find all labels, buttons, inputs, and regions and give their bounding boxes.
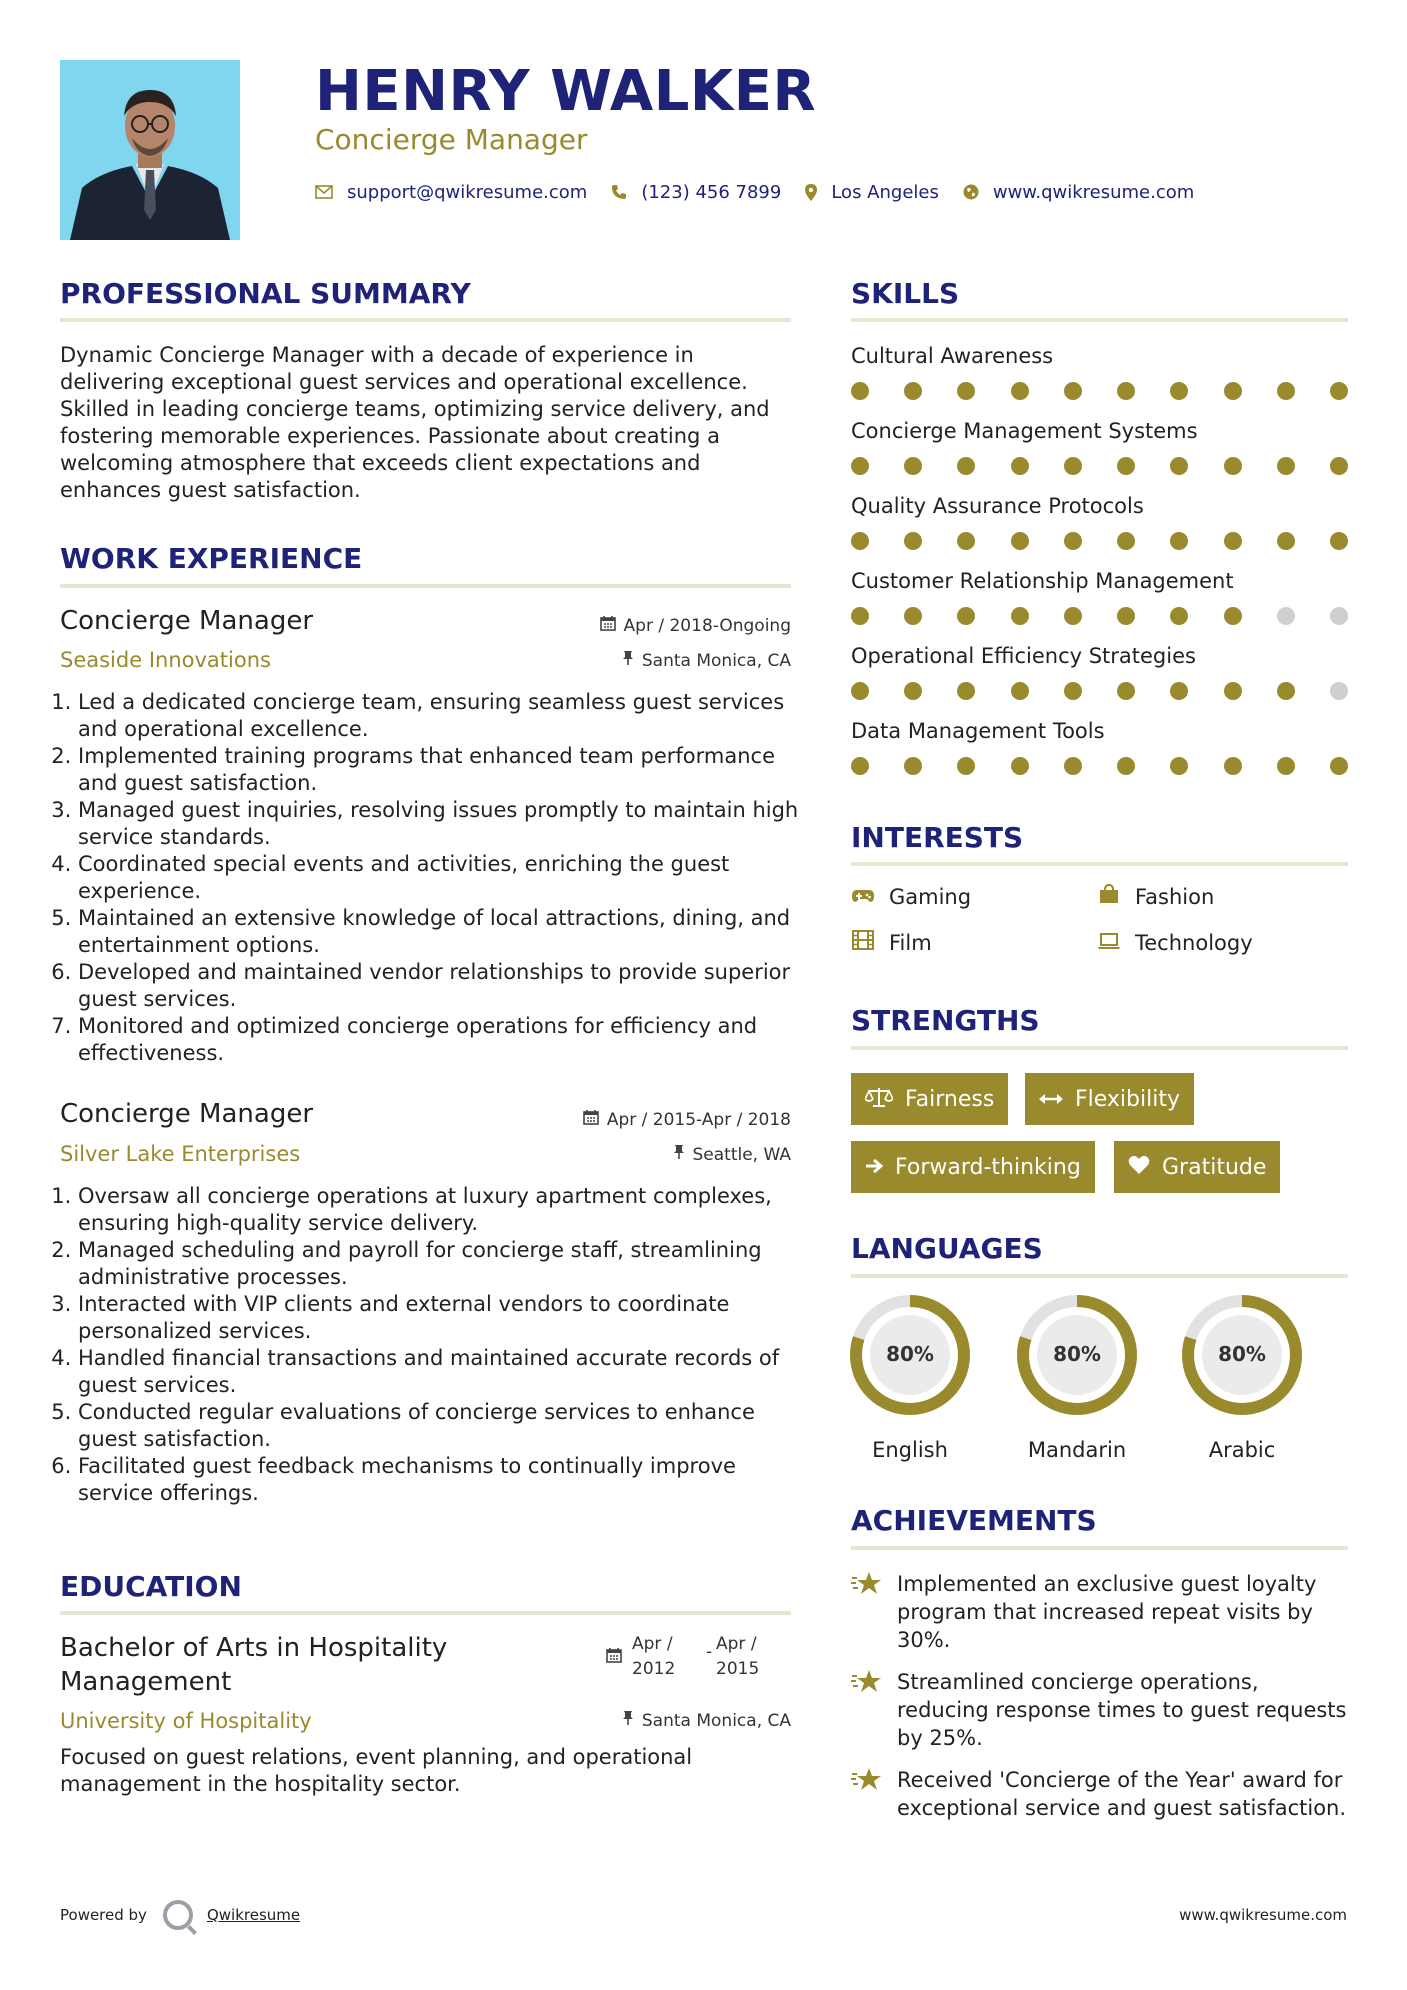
footer-website[interactable]: www.qwikresume.com [1179,1906,1347,1924]
candidate-name: HENRY WALKER [315,59,817,124]
job-location [500,1143,791,1167]
skill-dot-filled [904,757,922,775]
job-dates-text: Apr / 2015-Apr / 2018 [606,1110,791,1130]
skill-dot-filled [1064,532,1082,550]
skill-dot-empty [1330,607,1348,625]
skills-divider [851,318,1348,322]
skill-dot-filled [851,682,869,700]
education-divider [60,1611,791,1615]
interest-label: Fashion [1135,885,1215,909]
skill-rating [851,681,1348,701]
skill-dot-filled [851,532,869,550]
edu-end-date [716,1632,759,1682]
list-item: 3. Managed guest inquiries, resolving issues promptly to maintain high service standards. [78,797,800,851]
job-company: Silver Lake Enterprises [60,1142,301,1166]
interest-label: Film [889,931,932,955]
skill-dot-filled [1224,757,1242,775]
list-item: 3. Interacted with VIP clients and external vendors to coordinate personalized services. [78,1291,800,1345]
strength-chip-gratitude [1114,1141,1280,1193]
job-company: Seaside Innovations [60,648,271,672]
job-title: Concierge Manager [60,606,314,636]
degree-title-line1: Bachelor of Arts in Hospitality [60,1633,448,1663]
language-percent: 80% [1218,1342,1266,1366]
skill-dot-filled [957,382,975,400]
summary-heading: PROFESSIONAL SUMMARY [60,277,471,310]
skill-dot-filled [1011,532,1029,550]
skill-dot-filled [957,757,975,775]
contact-website[interactable]: www.qwikresume.com [992,181,1195,203]
skill-dot-filled [1277,457,1295,475]
skill-dot-filled [1011,382,1029,400]
achievement-text: Received 'Concierge of the Year' award for exceptional service and guest satisfaction. [897,1768,1347,1820]
skill-dot-filled [1170,532,1188,550]
skill-dot-filled [1011,607,1029,625]
arrow-right-icon [865,1155,883,1179]
language-mandarin [1016,1294,1138,1462]
job-title: Concierge Manager [60,1099,314,1129]
interests-divider [851,862,1348,866]
skill-rating [851,531,1348,551]
skill-dot-filled [851,457,869,475]
job-location-text: Seattle, WA [692,1145,791,1165]
job-dates-text: Apr / 2018-Ongoing [623,616,791,636]
interest-label: Technology [1135,931,1253,955]
gamepad-icon [851,883,875,911]
skill-dot-filled [1277,532,1295,550]
skill-dot-filled [1330,532,1348,550]
interest-item-technology [1097,929,1253,957]
strength-label: Fairness [905,1086,995,1112]
pushpin-icon [622,649,634,673]
pushpin-icon [673,1143,685,1167]
list-item: 5. Conducted regular evaluations of concierge services to enhance guest satisfaction. [78,1399,800,1453]
skill-dot-filled [1277,757,1295,775]
job-bullets [60,1183,800,1507]
skill-dot-empty [1277,607,1295,625]
list-item: 4. Coordinated special events and activities, enriching the guest experience. [78,851,800,905]
star-award-icon [851,1766,897,1822]
skill-dot-filled [1224,382,1242,400]
education-heading: EDUCATION [60,1570,242,1603]
interest-item-film [851,929,932,957]
balance-scale-icon [865,1086,893,1113]
language-english [849,1294,971,1462]
strength-label: Flexibility [1075,1086,1180,1112]
skill-name: Data Management Tools [851,719,1105,743]
experience-divider [60,584,791,588]
person-portrait-icon [60,60,240,240]
education-description: Focused on guest relations, event planning, and operational management in the hospitality sector. [60,1745,693,1796]
list-item: 6. Facilitated guest feedback mechanisms to continually improve service offerings. [78,1453,800,1507]
globe-icon [963,184,979,200]
achievement-text: Streamlined concierge operations, reducing response times to guest requests by 25%. [897,1670,1347,1750]
skill-dot-filled [1011,457,1029,475]
footer-powered-by [60,1900,300,1930]
edu-location [500,1709,791,1733]
edu-start-year: 2012 [632,1659,676,1679]
skill-dot-filled [851,382,869,400]
achievement-item [851,1668,1351,1752]
languages-heading: LANGUAGES [851,1232,1043,1265]
profile-photo [60,60,240,240]
edu-location-text: Santa Monica, CA [641,1711,791,1731]
skill-dot-filled [904,532,922,550]
skill-dot-filled [1117,382,1135,400]
skill-name: Operational Efficiency Strategies [851,644,1196,668]
skill-dot-filled [1011,682,1029,700]
envelope-icon [315,185,333,199]
skill-dot-filled [1117,532,1135,550]
pushpin-icon [622,1709,634,1733]
skill-dot-filled [1064,457,1082,475]
calendar-icon [606,1647,622,1667]
list-item: 5. Maintained an extensive knowledge of local attractions, dining, and entertainment options. [78,905,800,959]
skill-dot-filled [957,532,975,550]
skill-dot-filled [1117,457,1135,475]
contact-email[interactable]: support@qwikresume.com [347,181,588,203]
skill-dot-filled [957,682,975,700]
skill-dot-filled [851,607,869,625]
edu-start-month: Apr / [632,1634,673,1654]
list-item: 4. Handled financial transactions and maintained accurate records of guest services. [78,1345,800,1399]
skill-rating [851,456,1348,476]
skills-heading: SKILLS [851,277,960,310]
list-item: 2. Implemented training programs that enhanced team performance and guest satisfaction. [78,743,800,797]
strengths-heading: STRENGTHS [851,1004,1040,1037]
achievement-text: Implemented an exclusive guest loyalty program that increased repeat visits by 30%. [897,1572,1317,1652]
list-item: 6. Developed and maintained vendor relationships to provide superior guest services. [78,959,800,1013]
skill-dot-filled [957,457,975,475]
calendar-icon [600,614,616,638]
experience-heading: WORK EXPERIENCE [60,542,363,575]
skill-dot-filled [1170,382,1188,400]
list-item: 2. Managed scheduling and payroll for concierge staff, streamlining administrative processes. [78,1237,800,1291]
powered-by-label: Powered by [60,1906,147,1924]
interest-label: Gaming [889,885,972,909]
achievements-heading: ACHIEVEMENTS [851,1504,1097,1537]
qwikresume-logo-icon [163,1900,193,1930]
summary-divider [60,318,791,322]
job-location-text: Santa Monica, CA [641,651,791,671]
job-dates [500,1108,791,1132]
brand-link[interactable]: Qwikresume [206,1906,301,1924]
skill-dot-filled [1011,757,1029,775]
skill-dot-filled [1277,682,1295,700]
skill-dot-filled [1170,757,1188,775]
interest-item-fashion [1097,883,1214,911]
skill-rating [851,756,1348,776]
edu-end-year: 2015 [716,1659,760,1679]
interest-item-gaming [851,883,971,911]
job-location [500,649,791,673]
degree-title-line2: Management [60,1667,232,1697]
skill-dot-filled [904,382,922,400]
skill-dot-filled [1064,757,1082,775]
skill-dot-filled [1224,457,1242,475]
achievement-item [851,1570,1351,1654]
skill-name: Cultural Awareness [851,344,1054,368]
strength-label: Forward-thinking [895,1154,1081,1180]
star-award-icon [851,1570,897,1654]
strength-chip-forward-thinking [851,1141,1095,1193]
summary-text: Dynamic Concierge Manager with a decade of experience in delivering exceptional guest services and operational excellence. Skilled in leading concierge teams, optimizing service delivery, and fostering memorable experiences. Passionate about creating a welcoming atmosphere that exceeds client expectations and enhances guest satisfaction. [60,343,770,502]
heart-icon [1128,1155,1150,1180]
edu-start-date [632,1632,675,1682]
strength-chip-flexibility [1025,1073,1194,1125]
language-percent: 80% [1053,1342,1101,1366]
language-name: English [872,1438,948,1462]
map-marker-icon [805,184,817,201]
skill-dot-filled [1170,457,1188,475]
interests-heading: INTERESTS [851,821,1024,854]
skill-dot-filled [1224,682,1242,700]
language-percent: 80% [886,1342,934,1366]
strength-chip-fairness [851,1073,1008,1125]
contact-location: Los Angeles [831,181,939,203]
language-name: Mandarin [1027,1438,1127,1462]
edu-date-dash: - [706,1642,713,1662]
skill-dot-filled [904,682,922,700]
star-award-icon [851,1668,897,1752]
contact-phone[interactable]: (123) 456 7899 [641,181,782,203]
skill-dot-filled [904,607,922,625]
laptop-icon [1097,929,1121,957]
skill-dot-filled [851,757,869,775]
skill-dot-filled [1224,532,1242,550]
skill-dot-filled [1117,607,1135,625]
skill-dot-filled [1330,382,1348,400]
skill-dot-filled [1224,607,1242,625]
list-item: 1. Oversaw all concierge operations at luxury apartment complexes, ensuring high-quality service delivery. [78,1183,800,1237]
film-icon [851,929,875,957]
job-bullets [60,689,800,1067]
list-item: 1. Led a dedicated concierge team, ensuring seamless guest services and operational excellence. [78,689,800,743]
achievements-divider [851,1546,1348,1550]
skill-name: Concierge Management Systems [851,419,1198,443]
skill-dot-filled [904,457,922,475]
skill-dot-filled [1117,682,1135,700]
skill-dot-filled [1064,607,1082,625]
edu-end-month: Apr / [716,1634,757,1654]
skill-rating [851,606,1348,626]
skill-name: Quality Assurance Protocols [851,494,1144,518]
achievement-item [851,1766,1351,1822]
language-name: Arabic [1208,1438,1276,1462]
skill-dot-filled [1064,382,1082,400]
skill-dot-filled [1064,682,1082,700]
list-item: 7. Monitored and optimized concierge operations for efficiency and effectiveness. [78,1013,800,1067]
school-name: University of Hospitality [60,1709,312,1733]
skill-dot-filled [1170,607,1188,625]
strength-label: Gratitude [1162,1154,1267,1180]
skill-dot-filled [957,607,975,625]
skill-name: Customer Relationship Management [851,569,1234,593]
skill-dot-filled [1170,682,1188,700]
language-arabic [1181,1294,1303,1462]
shopping-bag-icon [1097,883,1121,911]
candidate-role: Concierge Manager [315,123,588,156]
skill-dot-filled [1330,757,1348,775]
contact-bar [315,178,1218,206]
arrows-horizontal-icon [1039,1087,1063,1111]
languages-divider [851,1274,1348,1278]
strengths-divider [851,1046,1348,1050]
skill-dot-filled [1330,457,1348,475]
skill-dot-filled [1117,757,1135,775]
phone-icon [611,184,627,200]
skill-rating [851,381,1348,401]
skill-dot-empty [1330,682,1348,700]
job-dates [500,614,791,638]
calendar-icon [583,1108,599,1132]
skill-dot-filled [1277,382,1295,400]
